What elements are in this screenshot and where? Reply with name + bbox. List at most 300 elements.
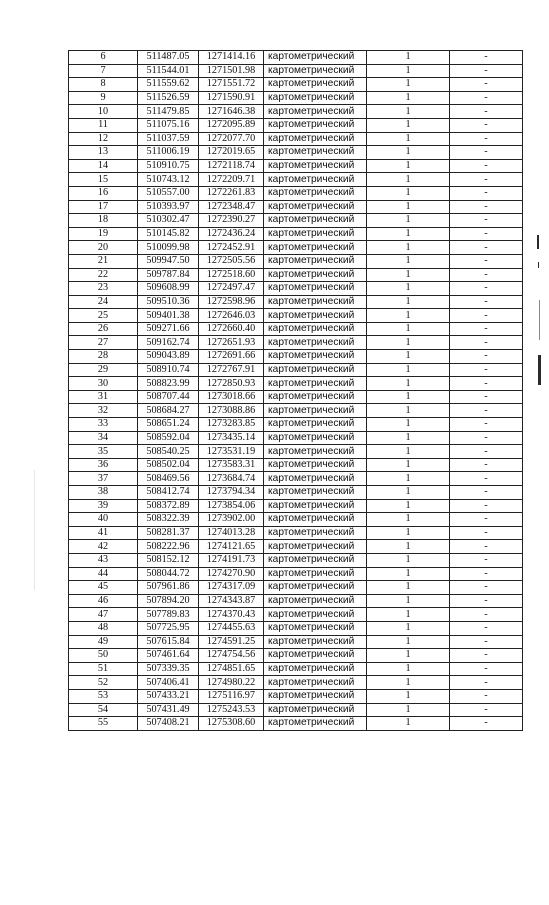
- y-coordinate-cell: 1272019.65: [199, 146, 264, 160]
- accuracy-cell: 1: [367, 282, 450, 296]
- y-coordinate-cell: 1273684.74: [199, 472, 264, 486]
- table-row: [69, 322, 523, 336]
- x-coordinate-cell: 509401.38: [138, 309, 199, 323]
- method-cell: картометрический: [264, 621, 367, 635]
- y-coordinate-cell: 1274343.87: [199, 594, 264, 608]
- point-number-cell: 14: [69, 159, 138, 173]
- accuracy-cell: 1: [367, 621, 450, 635]
- point-number-cell: 53: [69, 689, 138, 703]
- note-cell: -: [450, 350, 523, 364]
- method-cell: картометрический: [264, 404, 367, 418]
- note-cell: -: [450, 51, 523, 65]
- method-cell: картометрический: [264, 499, 367, 513]
- coordinates-table-body: [69, 51, 523, 731]
- x-coordinate-cell: 511006.19: [138, 146, 199, 160]
- point-number-cell: 12: [69, 132, 138, 146]
- x-coordinate-cell: 508823.99: [138, 377, 199, 391]
- point-number-cell: 9: [69, 91, 138, 105]
- point-number-cell: 35: [69, 445, 138, 459]
- y-coordinate-cell: 1274121.65: [199, 540, 264, 554]
- point-number-cell: 22: [69, 268, 138, 282]
- table-row: [69, 309, 523, 323]
- point-number-cell: 48: [69, 621, 138, 635]
- point-number-cell: 18: [69, 214, 138, 228]
- y-coordinate-cell: 1273583.31: [199, 458, 264, 472]
- point-number-cell: 46: [69, 594, 138, 608]
- accuracy-cell: 1: [367, 146, 450, 160]
- table-row: [69, 186, 523, 200]
- table-row: [69, 282, 523, 296]
- accuracy-cell: 1: [367, 486, 450, 500]
- x-coordinate-cell: 510393.97: [138, 200, 199, 214]
- accuracy-cell: 1: [367, 105, 450, 119]
- method-cell: картометрический: [264, 295, 367, 309]
- point-number-cell: 20: [69, 241, 138, 255]
- point-number-cell: 31: [69, 390, 138, 404]
- x-coordinate-cell: 507789.83: [138, 608, 199, 622]
- table-row: [69, 200, 523, 214]
- accuracy-cell: 1: [367, 227, 450, 241]
- method-cell: картометрический: [264, 445, 367, 459]
- method-cell: картометрический: [264, 200, 367, 214]
- y-coordinate-cell: 1272452.91: [199, 241, 264, 255]
- table-row: [69, 78, 523, 92]
- accuracy-cell: 1: [367, 689, 450, 703]
- method-cell: картометрический: [264, 649, 367, 663]
- point-number-cell: 28: [69, 350, 138, 364]
- method-cell: картометрический: [264, 431, 367, 445]
- table-row: [69, 486, 523, 500]
- method-cell: картометрический: [264, 363, 367, 377]
- method-cell: картометрический: [264, 390, 367, 404]
- note-cell: -: [450, 91, 523, 105]
- x-coordinate-cell: 511526.59: [138, 91, 199, 105]
- table-row: [69, 91, 523, 105]
- x-coordinate-cell: 508222.96: [138, 540, 199, 554]
- method-cell: картометрический: [264, 336, 367, 350]
- point-number-cell: 25: [69, 309, 138, 323]
- y-coordinate-cell: 1271414.16: [199, 51, 264, 65]
- y-coordinate-cell: 1274754.56: [199, 649, 264, 663]
- y-coordinate-cell: 1275308.60: [199, 717, 264, 731]
- table-row: [69, 689, 523, 703]
- x-coordinate-cell: 508412.74: [138, 486, 199, 500]
- point-number-cell: 54: [69, 703, 138, 717]
- accuracy-cell: 1: [367, 377, 450, 391]
- x-coordinate-cell: 507894.20: [138, 594, 199, 608]
- table-row: [69, 581, 523, 595]
- method-cell: картометрический: [264, 173, 367, 187]
- table-row: [69, 363, 523, 377]
- method-cell: картометрический: [264, 594, 367, 608]
- x-coordinate-cell: 508044.72: [138, 567, 199, 581]
- x-coordinate-cell: 508910.74: [138, 363, 199, 377]
- y-coordinate-cell: 1273018.66: [199, 390, 264, 404]
- note-cell: -: [450, 295, 523, 309]
- x-coordinate-cell: 507725.95: [138, 621, 199, 635]
- y-coordinate-cell: 1273854.06: [199, 499, 264, 513]
- note-cell: -: [450, 513, 523, 527]
- x-coordinate-cell: 511075.16: [138, 118, 199, 132]
- table-row: [69, 499, 523, 513]
- point-number-cell: 50: [69, 649, 138, 663]
- note-cell: -: [450, 336, 523, 350]
- y-coordinate-cell: 1273902.00: [199, 513, 264, 527]
- point-number-cell: 45: [69, 581, 138, 595]
- method-cell: картометрический: [264, 64, 367, 78]
- point-number-cell: 24: [69, 295, 138, 309]
- note-cell: -: [450, 64, 523, 78]
- y-coordinate-cell: 1273531.19: [199, 445, 264, 459]
- y-coordinate-cell: 1272077.70: [199, 132, 264, 146]
- method-cell: картометрический: [264, 309, 367, 323]
- method-cell: картометрический: [264, 51, 367, 65]
- note-cell: -: [450, 200, 523, 214]
- accuracy-cell: 1: [367, 350, 450, 364]
- y-coordinate-cell: 1274013.28: [199, 526, 264, 540]
- point-number-cell: 32: [69, 404, 138, 418]
- y-coordinate-cell: 1272118.74: [199, 159, 264, 173]
- accuracy-cell: 1: [367, 390, 450, 404]
- method-cell: картометрический: [264, 689, 367, 703]
- note-cell: -: [450, 146, 523, 160]
- point-number-cell: 13: [69, 146, 138, 160]
- x-coordinate-cell: 507433.21: [138, 689, 199, 703]
- y-coordinate-cell: 1272660.40: [199, 322, 264, 336]
- x-coordinate-cell: 509947.50: [138, 254, 199, 268]
- point-number-cell: 52: [69, 676, 138, 690]
- note-cell: -: [450, 458, 523, 472]
- point-number-cell: 33: [69, 418, 138, 432]
- x-coordinate-cell: 508152.12: [138, 553, 199, 567]
- method-cell: картометрический: [264, 553, 367, 567]
- method-cell: картометрический: [264, 513, 367, 527]
- accuracy-cell: 1: [367, 472, 450, 486]
- y-coordinate-cell: 1272646.03: [199, 309, 264, 323]
- method-cell: картометрический: [264, 254, 367, 268]
- x-coordinate-cell: 508502.04: [138, 458, 199, 472]
- method-cell: картометрический: [264, 78, 367, 92]
- y-coordinate-cell: 1273283.85: [199, 418, 264, 432]
- point-number-cell: 29: [69, 363, 138, 377]
- point-number-cell: 15: [69, 173, 138, 187]
- x-coordinate-cell: 507406.41: [138, 676, 199, 690]
- y-coordinate-cell: 1272095.89: [199, 118, 264, 132]
- note-cell: -: [450, 486, 523, 500]
- scan-edge-mark: [539, 300, 540, 340]
- accuracy-cell: 1: [367, 173, 450, 187]
- table-row: [69, 567, 523, 581]
- table-row: [69, 241, 523, 255]
- accuracy-cell: 1: [367, 445, 450, 459]
- note-cell: -: [450, 649, 523, 663]
- method-cell: картометрический: [264, 214, 367, 228]
- note-cell: -: [450, 159, 523, 173]
- note-cell: -: [450, 418, 523, 432]
- method-cell: картометрический: [264, 118, 367, 132]
- note-cell: -: [450, 214, 523, 228]
- method-cell: картометрический: [264, 105, 367, 119]
- note-cell: -: [450, 309, 523, 323]
- method-cell: картометрический: [264, 227, 367, 241]
- point-number-cell: 55: [69, 717, 138, 731]
- x-coordinate-cell: 508372.89: [138, 499, 199, 513]
- method-cell: картометрический: [264, 717, 367, 731]
- note-cell: -: [450, 567, 523, 581]
- x-coordinate-cell: 510145.82: [138, 227, 199, 241]
- method-cell: картометрический: [264, 282, 367, 296]
- note-cell: -: [450, 608, 523, 622]
- table-row: [69, 404, 523, 418]
- table-row: [69, 594, 523, 608]
- note-cell: -: [450, 581, 523, 595]
- accuracy-cell: 1: [367, 336, 450, 350]
- method-cell: картометрический: [264, 159, 367, 173]
- accuracy-cell: 1: [367, 78, 450, 92]
- y-coordinate-cell: 1272691.66: [199, 350, 264, 364]
- x-coordinate-cell: 509787.84: [138, 268, 199, 282]
- accuracy-cell: 1: [367, 594, 450, 608]
- note-cell: -: [450, 621, 523, 635]
- note-cell: -: [450, 282, 523, 296]
- y-coordinate-cell: 1272436.24: [199, 227, 264, 241]
- accuracy-cell: 1: [367, 513, 450, 527]
- table-row: [69, 377, 523, 391]
- table-row: [69, 621, 523, 635]
- point-number-cell: 51: [69, 662, 138, 676]
- x-coordinate-cell: 510099.98: [138, 241, 199, 255]
- point-number-cell: 6: [69, 51, 138, 65]
- y-coordinate-cell: 1272850.93: [199, 377, 264, 391]
- note-cell: -: [450, 173, 523, 187]
- note-cell: -: [450, 363, 523, 377]
- point-number-cell: 17: [69, 200, 138, 214]
- table-row: [69, 553, 523, 567]
- x-coordinate-cell: 508469.56: [138, 472, 199, 486]
- table-row: [69, 295, 523, 309]
- accuracy-cell: 1: [367, 186, 450, 200]
- note-cell: -: [450, 703, 523, 717]
- accuracy-cell: 1: [367, 458, 450, 472]
- note-cell: -: [450, 445, 523, 459]
- table-row: [69, 540, 523, 554]
- note-cell: -: [450, 118, 523, 132]
- x-coordinate-cell: 508651.24: [138, 418, 199, 432]
- y-coordinate-cell: 1272505.56: [199, 254, 264, 268]
- y-coordinate-cell: 1273088.86: [199, 404, 264, 418]
- x-coordinate-cell: 509043.89: [138, 350, 199, 364]
- y-coordinate-cell: 1274191.73: [199, 553, 264, 567]
- point-number-cell: 40: [69, 513, 138, 527]
- y-coordinate-cell: 1272598.96: [199, 295, 264, 309]
- scan-fold-line: [34, 470, 35, 590]
- accuracy-cell: 1: [367, 635, 450, 649]
- note-cell: -: [450, 717, 523, 731]
- y-coordinate-cell: 1271501.98: [199, 64, 264, 78]
- table-row: [69, 649, 523, 663]
- accuracy-cell: 1: [367, 431, 450, 445]
- method-cell: картометрический: [264, 350, 367, 364]
- note-cell: -: [450, 553, 523, 567]
- y-coordinate-cell: 1273794.34: [199, 486, 264, 500]
- table-row: [69, 214, 523, 228]
- method-cell: картометрический: [264, 322, 367, 336]
- method-cell: картометрический: [264, 472, 367, 486]
- accuracy-cell: 1: [367, 118, 450, 132]
- method-cell: картометрический: [264, 146, 367, 160]
- x-coordinate-cell: 508322.39: [138, 513, 199, 527]
- y-coordinate-cell: 1271590.91: [199, 91, 264, 105]
- point-number-cell: 16: [69, 186, 138, 200]
- y-coordinate-cell: 1274591.25: [199, 635, 264, 649]
- table-row: [69, 350, 523, 364]
- x-coordinate-cell: 508707.44: [138, 390, 199, 404]
- x-coordinate-cell: 507461.64: [138, 649, 199, 663]
- y-coordinate-cell: 1274851.65: [199, 662, 264, 676]
- accuracy-cell: 1: [367, 717, 450, 731]
- point-number-cell: 44: [69, 567, 138, 581]
- y-coordinate-cell: 1273435.14: [199, 431, 264, 445]
- table-row: [69, 472, 523, 486]
- y-coordinate-cell: 1274317.09: [199, 581, 264, 595]
- accuracy-cell: 1: [367, 499, 450, 513]
- note-cell: -: [450, 635, 523, 649]
- point-number-cell: 8: [69, 78, 138, 92]
- point-number-cell: 38: [69, 486, 138, 500]
- point-number-cell: 10: [69, 105, 138, 119]
- note-cell: -: [450, 322, 523, 336]
- y-coordinate-cell: 1272651.93: [199, 336, 264, 350]
- method-cell: картометрический: [264, 241, 367, 255]
- accuracy-cell: 1: [367, 159, 450, 173]
- note-cell: -: [450, 268, 523, 282]
- point-number-cell: 11: [69, 118, 138, 132]
- y-coordinate-cell: 1272390.27: [199, 214, 264, 228]
- accuracy-cell: 1: [367, 567, 450, 581]
- x-coordinate-cell: 508592.04: [138, 431, 199, 445]
- method-cell: картометрический: [264, 377, 367, 391]
- method-cell: картометрический: [264, 458, 367, 472]
- accuracy-cell: 1: [367, 51, 450, 65]
- x-coordinate-cell: 511487.05: [138, 51, 199, 65]
- note-cell: -: [450, 254, 523, 268]
- note-cell: -: [450, 540, 523, 554]
- note-cell: -: [450, 404, 523, 418]
- y-coordinate-cell: 1275116.97: [199, 689, 264, 703]
- x-coordinate-cell: 510557.00: [138, 186, 199, 200]
- scan-edge-mark: [538, 262, 539, 268]
- table-row: [69, 676, 523, 690]
- note-cell: -: [450, 132, 523, 146]
- note-cell: -: [450, 78, 523, 92]
- x-coordinate-cell: 510743.12: [138, 173, 199, 187]
- x-coordinate-cell: 507961.86: [138, 581, 199, 595]
- point-number-cell: 36: [69, 458, 138, 472]
- table-row: [69, 51, 523, 65]
- y-coordinate-cell: 1274980.22: [199, 676, 264, 690]
- method-cell: картометрический: [264, 526, 367, 540]
- x-coordinate-cell: 510302.47: [138, 214, 199, 228]
- note-cell: -: [450, 499, 523, 513]
- method-cell: картометрический: [264, 486, 367, 500]
- point-number-cell: 37: [69, 472, 138, 486]
- x-coordinate-cell: 510910.75: [138, 159, 199, 173]
- scan-edge-mark: [538, 355, 541, 385]
- note-cell: -: [450, 186, 523, 200]
- note-cell: -: [450, 689, 523, 703]
- accuracy-cell: 1: [367, 91, 450, 105]
- accuracy-cell: 1: [367, 553, 450, 567]
- accuracy-cell: 1: [367, 703, 450, 717]
- scan-edge-mark: [537, 235, 539, 249]
- method-cell: картометрический: [264, 540, 367, 554]
- y-coordinate-cell: 1272497.47: [199, 282, 264, 296]
- table-row: [69, 418, 523, 432]
- table-row: [69, 431, 523, 445]
- method-cell: картометрический: [264, 268, 367, 282]
- point-number-cell: 21: [69, 254, 138, 268]
- note-cell: -: [450, 676, 523, 690]
- x-coordinate-cell: 508684.27: [138, 404, 199, 418]
- x-coordinate-cell: 507339.35: [138, 662, 199, 676]
- accuracy-cell: 1: [367, 526, 450, 540]
- table-row: [69, 268, 523, 282]
- point-number-cell: 43: [69, 553, 138, 567]
- x-coordinate-cell: 511544.01: [138, 64, 199, 78]
- table-row: [69, 132, 523, 146]
- accuracy-cell: 1: [367, 404, 450, 418]
- accuracy-cell: 1: [367, 649, 450, 663]
- note-cell: -: [450, 227, 523, 241]
- note-cell: -: [450, 526, 523, 540]
- table-row: [69, 105, 523, 119]
- point-number-cell: 49: [69, 635, 138, 649]
- accuracy-cell: 1: [367, 363, 450, 377]
- note-cell: -: [450, 105, 523, 119]
- accuracy-cell: 1: [367, 540, 450, 554]
- table-row: [69, 336, 523, 350]
- note-cell: -: [450, 241, 523, 255]
- method-cell: картометрический: [264, 91, 367, 105]
- accuracy-cell: 1: [367, 132, 450, 146]
- accuracy-cell: 1: [367, 241, 450, 255]
- table-row: [69, 662, 523, 676]
- note-cell: -: [450, 662, 523, 676]
- accuracy-cell: 1: [367, 64, 450, 78]
- table-row: [69, 254, 523, 268]
- table-row: [69, 390, 523, 404]
- x-coordinate-cell: 511479.85: [138, 105, 199, 119]
- method-cell: картометрический: [264, 676, 367, 690]
- x-coordinate-cell: 509608.99: [138, 282, 199, 296]
- x-coordinate-cell: 508540.25: [138, 445, 199, 459]
- accuracy-cell: 1: [367, 295, 450, 309]
- y-coordinate-cell: 1272348.47: [199, 200, 264, 214]
- accuracy-cell: 1: [367, 268, 450, 282]
- coordinates-table: [68, 50, 523, 731]
- point-number-cell: 47: [69, 608, 138, 622]
- table-row: [69, 608, 523, 622]
- table-row: [69, 526, 523, 540]
- x-coordinate-cell: 508281.37: [138, 526, 199, 540]
- x-coordinate-cell: 507431.49: [138, 703, 199, 717]
- accuracy-cell: 1: [367, 676, 450, 690]
- method-cell: картометрический: [264, 662, 367, 676]
- table-row: [69, 64, 523, 78]
- accuracy-cell: 1: [367, 322, 450, 336]
- note-cell: -: [450, 390, 523, 404]
- x-coordinate-cell: 509510.36: [138, 295, 199, 309]
